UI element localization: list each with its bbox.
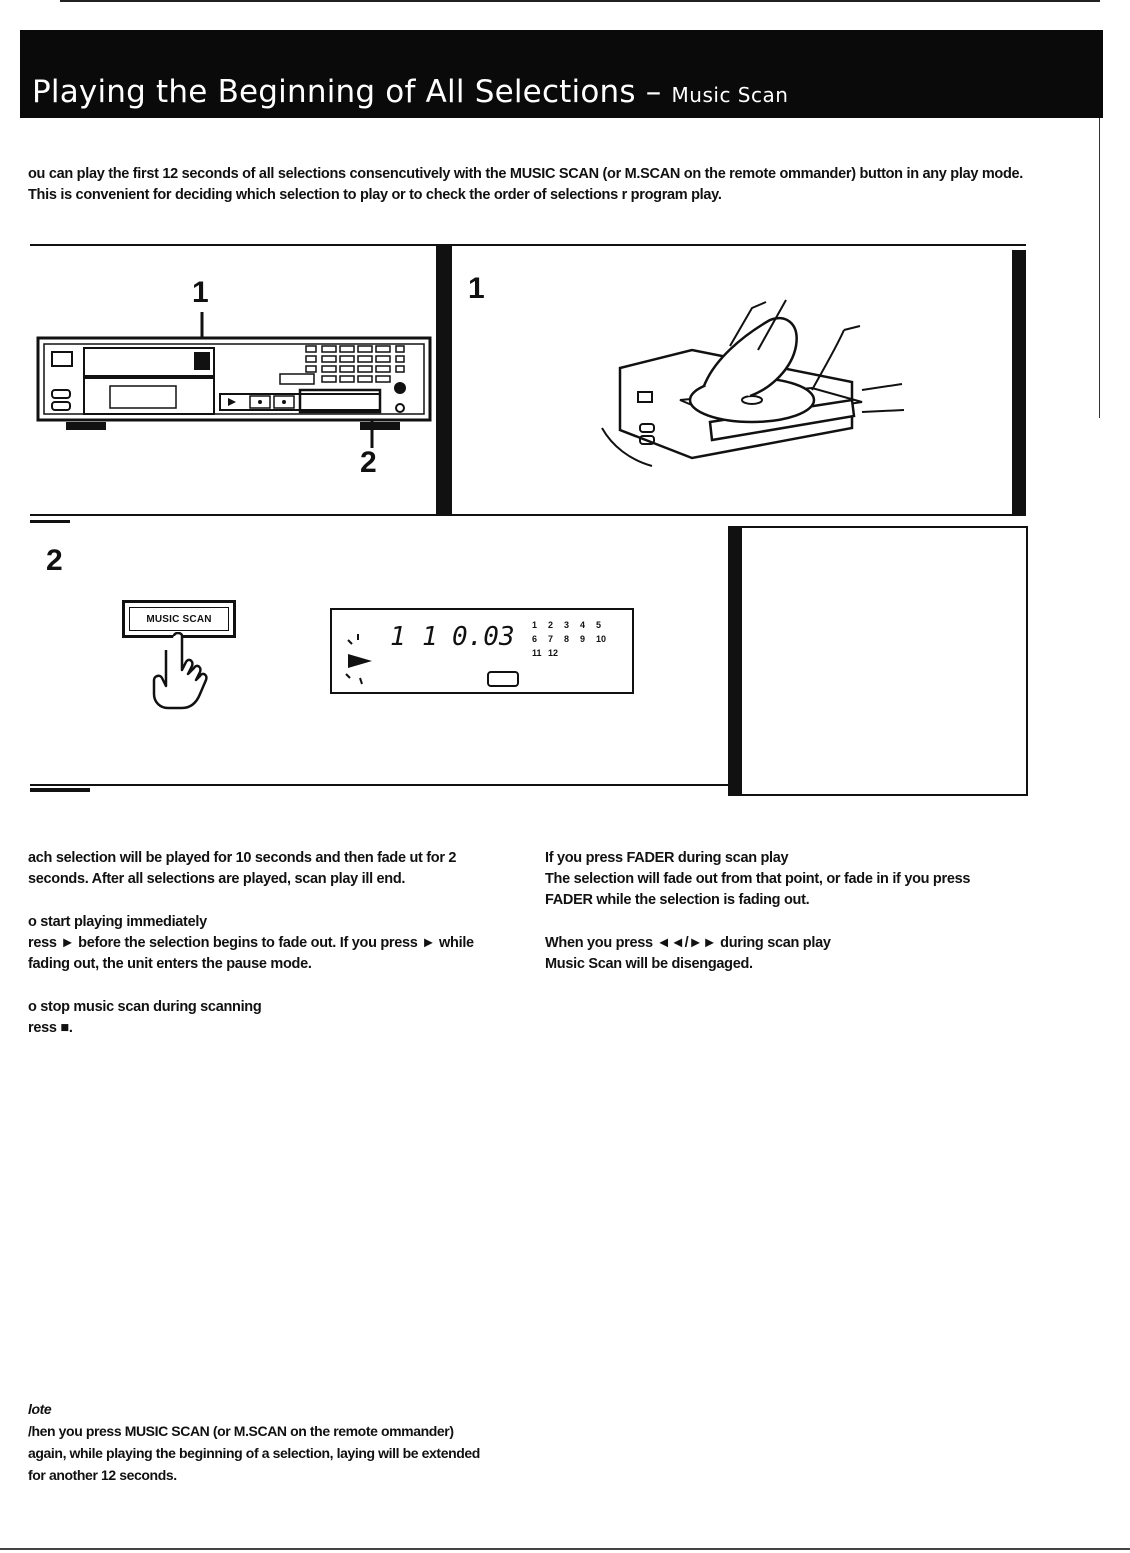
panel-1-number: 1 bbox=[468, 272, 485, 305]
left-block-1-heading: o start playing immediately bbox=[28, 914, 207, 930]
cd-player-illustration bbox=[30, 250, 436, 512]
track-cell: 9 bbox=[580, 634, 586, 644]
top-border-line bbox=[60, 0, 1100, 2]
left-text-column bbox=[28, 848, 508, 1061]
note-section bbox=[28, 1398, 488, 1486]
left-block-0 bbox=[28, 848, 508, 890]
left-block-2-body: ress ■. bbox=[28, 1020, 73, 1036]
figure-lower-right-top bbox=[742, 526, 1028, 528]
bottom-border-line bbox=[0, 1548, 1130, 1550]
title-subtitle: Music Scan bbox=[671, 83, 789, 107]
callout-number-2: 2 bbox=[360, 446, 377, 479]
figure-lower-right-edge bbox=[1026, 526, 1028, 796]
disc-tray-drawing bbox=[452, 250, 1012, 512]
cd-player-drawing bbox=[30, 250, 436, 512]
track-cell: 11 bbox=[532, 648, 542, 658]
note-heading: lote bbox=[28, 1401, 52, 1417]
right-block-1-heading: When you press ◄◄/►► during scan play bbox=[545, 935, 831, 951]
figure-mid-rule bbox=[30, 514, 1026, 516]
intro-paragraph: ou can play the first 12 seconds of all selections consencutively with the MUSIC SCAN (or M.SCAN on the remote ommander) button in any play mode. This is convenient for deciding which selection to play or to check the order of selections r program play. bbox=[28, 166, 1024, 203]
track-grid-row-2 bbox=[532, 632, 612, 646]
section-header bbox=[20, 30, 1103, 118]
left-block-1-body: ress ► before the selection begins to fade out. If you press ► while fading out, the unit enters the pause mode. bbox=[28, 935, 474, 972]
right-block-0-body: The selection will fade out from that point, or fade in if you press FADER while the selection is fading out. bbox=[545, 871, 971, 908]
left-block-1 bbox=[28, 912, 508, 975]
track-cell: 12 bbox=[548, 648, 559, 658]
figure-divider-strip bbox=[438, 246, 452, 516]
track-cell: 6 bbox=[532, 634, 538, 644]
track-cell: 2 bbox=[548, 620, 554, 630]
lcd-time: 0.03 bbox=[452, 622, 515, 652]
track-grid-row-1 bbox=[532, 618, 612, 632]
figure-bottom-rule bbox=[30, 784, 730, 786]
track-cell: 5 bbox=[596, 620, 602, 630]
lcd-track-number: 1 bbox=[390, 622, 406, 652]
figure-top-rule bbox=[30, 244, 1026, 246]
right-text-column bbox=[545, 848, 1015, 997]
pressing-hand-icon bbox=[140, 632, 230, 712]
figure-lower-strip bbox=[728, 526, 742, 796]
right-block-1-body: Music Scan will be disengaged. bbox=[545, 956, 753, 972]
right-block-1 bbox=[545, 933, 1015, 975]
left-block-2 bbox=[28, 997, 508, 1039]
track-cell: 3 bbox=[564, 620, 570, 630]
figure-bottom-rule-short bbox=[30, 788, 90, 792]
track-cell: 10 bbox=[596, 634, 607, 644]
track-cell: 4 bbox=[580, 620, 586, 630]
title-main: Playing the Beginning of All Selections – bbox=[32, 74, 662, 110]
right-block-0 bbox=[545, 848, 1015, 911]
figure-right-strip bbox=[1012, 250, 1026, 516]
disc-loading-illustration bbox=[452, 250, 1012, 512]
right-margin-line bbox=[1099, 118, 1100, 418]
track-cell: 1 bbox=[532, 620, 538, 630]
lcd-track-grid bbox=[532, 618, 612, 660]
callout-number-1: 1 bbox=[192, 276, 209, 309]
music-scan-button-label: MUSIC SCAN bbox=[129, 607, 229, 631]
figure-lower-right-bottom bbox=[742, 794, 1028, 796]
left-block-2-heading: o stop music scan during scanning bbox=[28, 999, 262, 1015]
note-body: /hen you press MUSIC SCAN (or M.SCAN on the remote ommander) again, while playing the beginning of a selection, laying will be extended for another 12 seconds. bbox=[28, 1423, 480, 1483]
page-title bbox=[32, 74, 788, 110]
left-block-0-body: ach selection will be played for 10 seconds and then fade ut for 2 seconds. After all selections are played, scan play ill end. bbox=[28, 850, 457, 887]
right-block-0-heading: If you press FADER during scan play bbox=[545, 850, 789, 866]
lcd-display-panel bbox=[330, 608, 634, 694]
track-cell: 8 bbox=[564, 634, 570, 644]
figure-mid-rule-short bbox=[30, 520, 70, 523]
track-cell: 7 bbox=[548, 634, 554, 644]
panel-2-number: 2 bbox=[46, 544, 63, 577]
lcd-index-number: 1 bbox=[422, 622, 438, 652]
track-grid-row-3 bbox=[532, 646, 612, 660]
